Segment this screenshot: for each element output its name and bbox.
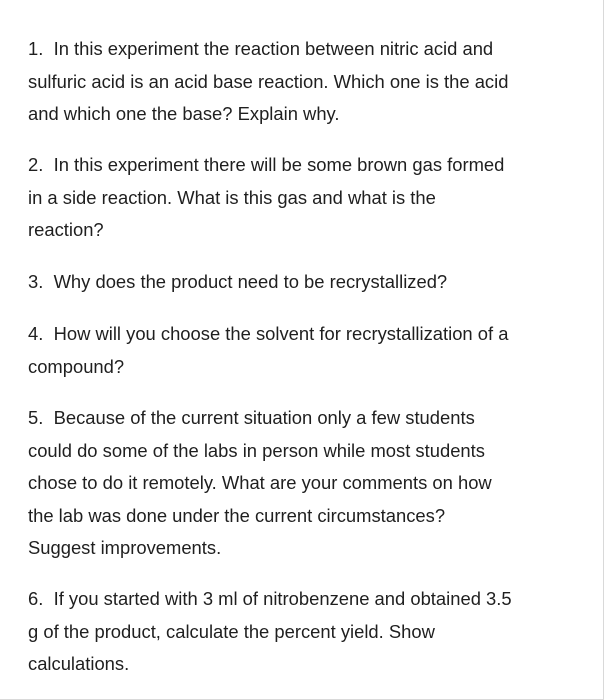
question-5 <box>28 402 587 565</box>
question-6-number: 6. <box>28 588 44 609</box>
question-6-line-1: 6. If you started with 3 ml of nitrobenzene and obtained 3.5 <box>28 588 512 609</box>
question-3 <box>28 266 587 299</box>
question-4-line-2: compound? <box>28 355 125 377</box>
question-2-line-2: in a side reaction. What is this gas and what is the <box>28 186 436 208</box>
question-2-number: 2. <box>28 154 44 175</box>
question-6-line-2: g of the product, calculate the percent yield. Show <box>28 620 435 642</box>
question-6 <box>28 583 587 681</box>
question-4-line-1: 4. How will you choose the solvent for recrystallization of a <box>28 323 509 344</box>
question-3-line-1: 3. Why does the product need to be recrystallized? <box>28 271 448 292</box>
question-4 <box>28 318 587 383</box>
question-5-line-1: 5. Because of the current situation only a few students <box>28 407 475 428</box>
question-5-line-2: could do some of the labs in person while most students <box>28 439 485 461</box>
question-1 <box>28 33 587 131</box>
question-2-line-1: 2. In this experiment there will be some brown gas formed <box>28 154 505 175</box>
question-5-line-3: chose to do it remotely. What are your comments on how <box>28 472 492 493</box>
question-4-number: 4. <box>28 323 44 344</box>
question-5-line-4: the lab was done under the current circumstances? <box>28 504 446 526</box>
question-3-number: 3. <box>28 271 44 292</box>
question-1-line-1: 1. In this experiment the reaction between nitric acid and <box>28 38 494 59</box>
question-2 <box>28 149 587 247</box>
question-2-line-3: reaction? <box>28 219 104 240</box>
question-6-line-3: calculations. <box>28 653 130 674</box>
question-1-line-3: and which one the base? Explain why. <box>28 103 340 124</box>
question-1-line-2: sulfuric acid is an acid base reaction. Which one is the acid <box>28 70 509 92</box>
question-5-number: 5. <box>28 407 44 428</box>
question-5-line-5: Suggest improvements. <box>28 537 222 558</box>
question-1-number: 1. <box>28 38 44 59</box>
